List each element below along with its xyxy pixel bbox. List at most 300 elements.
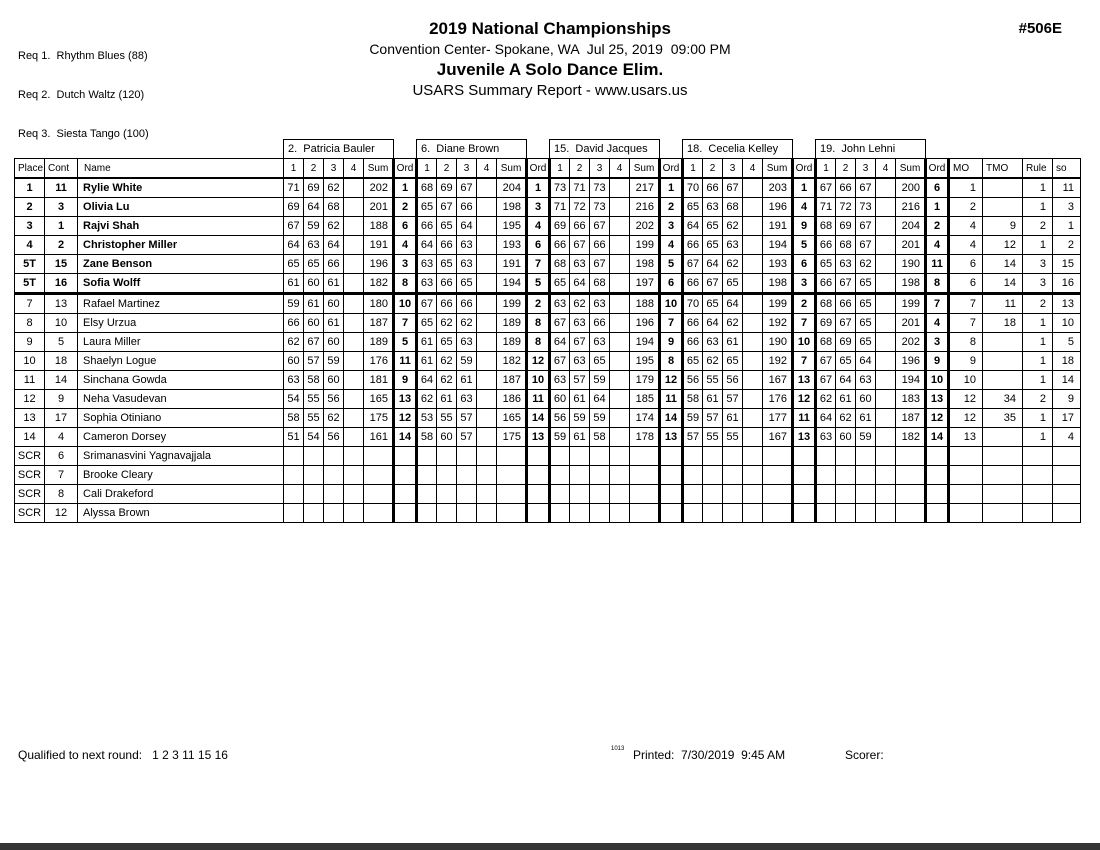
score-cell — [344, 390, 364, 409]
score-cell: 65 — [437, 255, 457, 274]
col-header-1: 1 — [683, 159, 703, 179]
score-cell — [703, 485, 723, 504]
score-cell: 71 — [816, 198, 836, 217]
score-cell — [683, 466, 703, 485]
score-cell: 62 — [570, 294, 590, 314]
ord-cell: 9 — [394, 371, 417, 390]
score-cell: 57 — [457, 409, 477, 428]
score-cell — [876, 178, 896, 198]
ord-cell: 12 — [926, 409, 949, 428]
score-cell — [590, 466, 610, 485]
col-header-1: 1 — [550, 159, 570, 179]
sum-cell: 194 — [497, 274, 527, 294]
score-cell: 65 — [856, 274, 876, 294]
score-cell — [344, 409, 364, 428]
name-cell: Srimanasvini Yagnavajjala — [78, 447, 284, 466]
ord-cell: 7 — [527, 255, 550, 274]
cont-cell: 18 — [45, 352, 78, 371]
score-cell: 67 — [284, 217, 304, 236]
place-cell: 5T — [15, 255, 45, 274]
ord-cell: 11 — [793, 409, 816, 428]
so-cell — [1053, 447, 1081, 466]
score-cell: 66 — [437, 274, 457, 294]
tmo-cell: 14 — [983, 255, 1023, 274]
ord-cell: 2 — [660, 198, 683, 217]
tmo-cell: 34 — [983, 390, 1023, 409]
score-cell: 63 — [457, 236, 477, 255]
score-cell: 60 — [437, 428, 457, 447]
col-header-1: 1 — [284, 159, 304, 179]
score-cell: 61 — [570, 428, 590, 447]
score-cell: 61 — [437, 390, 457, 409]
sum-cell: 189 — [364, 333, 394, 352]
sum-cell — [497, 447, 527, 466]
header-spacer — [15, 140, 284, 159]
score-cell: 66 — [457, 198, 477, 217]
rule-cell: 1 — [1023, 371, 1053, 390]
place-cell: 4 — [15, 236, 45, 255]
name-cell: Brooke Cleary — [78, 466, 284, 485]
sum-cell: 201 — [896, 314, 926, 333]
mo-cell: 2 — [949, 198, 983, 217]
scorer-label: Scorer: — [845, 748, 884, 762]
ord-cell: 12 — [660, 371, 683, 390]
score-cell — [610, 294, 630, 314]
score-cell: 63 — [284, 371, 304, 390]
score-cell — [344, 352, 364, 371]
ord-cell: 2 — [926, 217, 949, 236]
rule-cell: 1 — [1023, 409, 1053, 428]
cont-cell: 1 — [45, 217, 78, 236]
col-header-4: 4 — [610, 159, 630, 179]
score-cell — [836, 466, 856, 485]
ord-cell — [660, 447, 683, 466]
sum-cell: 190 — [763, 333, 793, 352]
score-cell — [344, 217, 364, 236]
score-cell — [723, 504, 743, 523]
score-cell: 66 — [590, 236, 610, 255]
ord-cell: 14 — [926, 428, 949, 447]
ord-cell: 13 — [793, 428, 816, 447]
col-header-place: Place — [15, 159, 45, 179]
name-cell: Sinchana Gowda — [78, 371, 284, 390]
col-header-4: 4 — [876, 159, 896, 179]
score-cell — [743, 217, 763, 236]
score-cell: 68 — [550, 255, 570, 274]
score-cell: 60 — [550, 390, 570, 409]
col-header-mo: MO — [949, 159, 983, 179]
score-cell — [417, 504, 437, 523]
col-header-2: 2 — [703, 159, 723, 179]
score-cell: 59 — [683, 409, 703, 428]
score-cell: 66 — [457, 294, 477, 314]
sum-cell: 165 — [364, 390, 394, 409]
place-cell: 3 — [15, 217, 45, 236]
ord-cell: 1 — [527, 178, 550, 198]
score-cell — [876, 485, 896, 504]
score-cell: 64 — [590, 390, 610, 409]
score-cell — [610, 217, 630, 236]
score-cell — [723, 466, 743, 485]
score-cell — [876, 333, 896, 352]
score-cell: 63 — [570, 314, 590, 333]
ord-cell — [660, 485, 683, 504]
score-cell — [477, 198, 497, 217]
score-cell — [856, 447, 876, 466]
score-cell: 63 — [836, 255, 856, 274]
col-header-rule: Rule — [1023, 159, 1053, 179]
score-cell: 67 — [437, 198, 457, 217]
ord-cell: 1 — [660, 178, 683, 198]
sum-cell: 196 — [896, 352, 926, 371]
tmo-cell — [983, 447, 1023, 466]
ord-cell — [394, 504, 417, 523]
score-cell — [344, 274, 364, 294]
score-cell: 56 — [324, 428, 344, 447]
score-cell: 54 — [304, 428, 324, 447]
sum-cell: 179 — [630, 371, 660, 390]
score-cell — [417, 466, 437, 485]
score-cell — [477, 274, 497, 294]
score-cell: 66 — [683, 274, 703, 294]
score-cell — [344, 255, 364, 274]
place-cell: 7 — [15, 294, 45, 314]
results-table — [14, 139, 1081, 523]
score-cell — [876, 236, 896, 255]
score-cell — [876, 274, 896, 294]
score-cell: 59 — [284, 294, 304, 314]
score-cell: 58 — [304, 371, 324, 390]
score-cell — [703, 504, 723, 523]
score-cell: 65 — [550, 274, 570, 294]
event-code: #506E — [1018, 20, 1062, 37]
so-cell: 18 — [1053, 352, 1081, 371]
score-cell — [876, 466, 896, 485]
score-cell — [610, 428, 630, 447]
score-cell — [743, 390, 763, 409]
score-cell: 66 — [683, 333, 703, 352]
place-cell: 14 — [15, 428, 45, 447]
ord-cell: 13 — [660, 428, 683, 447]
sum-cell: 193 — [763, 255, 793, 274]
place-cell: 12 — [15, 390, 45, 409]
score-cell: 55 — [304, 409, 324, 428]
tmo-cell: 35 — [983, 409, 1023, 428]
score-cell — [876, 198, 896, 217]
sum-cell: 182 — [364, 274, 394, 294]
score-cell — [610, 466, 630, 485]
sum-cell — [630, 485, 660, 504]
score-cell — [570, 466, 590, 485]
score-cell — [743, 504, 763, 523]
sum-cell: 201 — [364, 198, 394, 217]
rule-cell — [1023, 504, 1053, 523]
mo-cell — [949, 504, 983, 523]
col-header-tmo: TMO — [983, 159, 1023, 179]
ord-cell — [926, 466, 949, 485]
score-cell: 62 — [723, 314, 743, 333]
score-cell: 60 — [324, 294, 344, 314]
score-cell — [743, 466, 763, 485]
ord-cell — [926, 485, 949, 504]
sum-cell: 176 — [364, 352, 394, 371]
so-cell: 5 — [1053, 333, 1081, 352]
score-cell: 64 — [703, 314, 723, 333]
score-cell: 67 — [856, 178, 876, 198]
score-cell: 69 — [550, 217, 570, 236]
ord-cell: 4 — [926, 314, 949, 333]
score-cell — [610, 255, 630, 274]
score-cell: 63 — [457, 255, 477, 274]
score-cell — [816, 485, 836, 504]
score-cell: 59 — [304, 217, 324, 236]
judge-gap — [394, 140, 417, 159]
score-cell — [457, 466, 477, 485]
score-cell — [743, 371, 763, 390]
score-cell — [743, 409, 763, 428]
ord-cell: 5 — [527, 274, 550, 294]
ord-cell: 12 — [527, 352, 550, 371]
ord-cell: 10 — [793, 333, 816, 352]
sum-cell: 204 — [497, 178, 527, 198]
sum-cell: 199 — [763, 294, 793, 314]
score-cell: 55 — [304, 390, 324, 409]
printed-timestamp: Printed: 7/30/2019 9:45 AM — [633, 748, 786, 762]
score-cell: 65 — [683, 352, 703, 371]
name-cell: Olivia Lu — [78, 198, 284, 217]
col-header-so: so — [1053, 159, 1081, 179]
sum-cell: 198 — [763, 274, 793, 294]
ord-cell: 12 — [394, 409, 417, 428]
score-cell: 64 — [836, 371, 856, 390]
score-cell — [457, 485, 477, 504]
tmo-cell: 11 — [983, 294, 1023, 314]
sum-cell — [896, 466, 926, 485]
sum-cell: 198 — [630, 255, 660, 274]
score-cell — [344, 178, 364, 198]
score-cell: 56 — [324, 390, 344, 409]
score-cell: 63 — [590, 294, 610, 314]
cont-cell: 13 — [45, 294, 78, 314]
ord-cell — [793, 447, 816, 466]
name-cell: Cali Drakeford — [78, 485, 284, 504]
rule-cell: 1 — [1023, 428, 1053, 447]
col-header-sum: Sum — [896, 159, 926, 179]
place-cell: 11 — [15, 371, 45, 390]
ord-cell: 5 — [394, 333, 417, 352]
so-cell: 11 — [1053, 178, 1081, 198]
score-cell: 66 — [570, 217, 590, 236]
score-cell — [477, 485, 497, 504]
score-cell — [743, 236, 763, 255]
score-cell: 54 — [284, 390, 304, 409]
sum-cell: 167 — [763, 428, 793, 447]
ord-cell: 2 — [793, 294, 816, 314]
name-cell: Christopher Miller — [78, 236, 284, 255]
col-header-3: 3 — [723, 159, 743, 179]
sum-cell: 198 — [497, 198, 527, 217]
ord-cell: 7 — [793, 352, 816, 371]
so-cell: 14 — [1053, 371, 1081, 390]
ord-cell: 14 — [394, 428, 417, 447]
cont-cell: 12 — [45, 504, 78, 523]
score-cell: 65 — [856, 314, 876, 333]
score-cell — [683, 447, 703, 466]
cont-cell: 5 — [45, 333, 78, 352]
score-cell: 62 — [324, 409, 344, 428]
sum-cell: 203 — [763, 178, 793, 198]
score-cell: 60 — [856, 390, 876, 409]
score-cell: 67 — [836, 274, 856, 294]
score-cell: 63 — [703, 198, 723, 217]
score-cell — [437, 466, 457, 485]
score-cell: 66 — [324, 255, 344, 274]
mo-cell — [949, 485, 983, 504]
sum-cell — [763, 504, 793, 523]
score-cell: 57 — [457, 428, 477, 447]
sum-cell — [896, 447, 926, 466]
rule-cell: 1 — [1023, 236, 1053, 255]
score-cell: 66 — [284, 314, 304, 333]
sum-cell: 161 — [364, 428, 394, 447]
col-header-4: 4 — [477, 159, 497, 179]
score-cell — [284, 485, 304, 504]
sum-cell: 177 — [763, 409, 793, 428]
score-cell: 61 — [723, 333, 743, 352]
score-cell — [324, 504, 344, 523]
score-cell: 70 — [683, 294, 703, 314]
ord-cell: 4 — [527, 217, 550, 236]
judge-name-header: 19. John Lehni — [816, 140, 926, 159]
ord-cell: 11 — [660, 390, 683, 409]
score-cell: 65 — [723, 274, 743, 294]
score-cell: 63 — [723, 236, 743, 255]
col-header-sum: Sum — [364, 159, 394, 179]
rule-cell — [1023, 447, 1053, 466]
col-header-2: 2 — [570, 159, 590, 179]
score-cell: 61 — [417, 352, 437, 371]
score-cell: 66 — [836, 294, 856, 314]
score-cell: 62 — [437, 314, 457, 333]
ord-cell: 6 — [793, 255, 816, 274]
cont-cell: 6 — [45, 447, 78, 466]
score-cell: 56 — [723, 371, 743, 390]
score-cell: 67 — [816, 178, 836, 198]
place-cell: SCR — [15, 466, 45, 485]
score-cell: 67 — [816, 371, 836, 390]
sum-cell: 195 — [497, 217, 527, 236]
score-cell: 64 — [304, 198, 324, 217]
score-cell: 64 — [284, 236, 304, 255]
score-cell — [477, 447, 497, 466]
report-type-line: USARS Summary Report - www.usars.us — [412, 82, 688, 99]
sum-cell: 175 — [364, 409, 394, 428]
score-cell: 60 — [324, 333, 344, 352]
score-cell: 63 — [570, 255, 590, 274]
score-cell — [477, 217, 497, 236]
score-cell: 67 — [836, 314, 856, 333]
score-cell — [610, 178, 630, 198]
ord-cell: 1 — [793, 178, 816, 198]
score-cell: 60 — [284, 352, 304, 371]
score-cell — [344, 447, 364, 466]
ord-cell — [527, 485, 550, 504]
score-cell — [344, 294, 364, 314]
sum-cell: 180 — [364, 294, 394, 314]
score-cell — [856, 466, 876, 485]
score-cell: 67 — [683, 255, 703, 274]
score-cell — [477, 409, 497, 428]
score-cell — [477, 294, 497, 314]
judge-name-header: 18. Cecelia Kelley — [683, 140, 793, 159]
col-header-cont: Cont — [45, 159, 78, 179]
score-cell — [703, 466, 723, 485]
sum-cell: 194 — [763, 236, 793, 255]
sum-cell: 202 — [630, 217, 660, 236]
sum-cell: 196 — [364, 255, 394, 274]
score-cell: 73 — [590, 198, 610, 217]
judge-name-header: 2. Patricia Bauler — [284, 140, 394, 159]
sum-cell: 186 — [497, 390, 527, 409]
sum-cell: 189 — [497, 333, 527, 352]
ord-cell: 7 — [926, 294, 949, 314]
score-cell — [344, 371, 364, 390]
score-cell: 73 — [590, 178, 610, 198]
score-cell: 66 — [590, 314, 610, 333]
sum-cell — [896, 504, 926, 523]
cont-cell: 11 — [45, 178, 78, 198]
score-cell: 59 — [324, 352, 344, 371]
score-cell: 64 — [550, 333, 570, 352]
sum-cell: 178 — [630, 428, 660, 447]
score-cell: 56 — [683, 371, 703, 390]
sum-cell — [630, 447, 660, 466]
score-cell — [876, 294, 896, 314]
score-cell: 55 — [723, 428, 743, 447]
sum-cell: 197 — [630, 274, 660, 294]
score-cell — [610, 314, 630, 333]
mo-cell: 9 — [949, 352, 983, 371]
sum-cell: 167 — [763, 371, 793, 390]
sum-cell — [364, 447, 394, 466]
score-cell: 61 — [723, 409, 743, 428]
score-cell: 62 — [723, 217, 743, 236]
score-cell — [876, 504, 896, 523]
ord-cell: 4 — [394, 236, 417, 255]
tmo-cell: 18 — [983, 314, 1023, 333]
col-header-ord: Ord — [926, 159, 949, 179]
score-cell: 64 — [856, 352, 876, 371]
so-cell — [1053, 466, 1081, 485]
place-cell: 5T — [15, 274, 45, 294]
col-header-2: 2 — [836, 159, 856, 179]
ord-cell: 11 — [394, 352, 417, 371]
name-cell: Rylie White — [78, 178, 284, 198]
ord-cell — [793, 504, 816, 523]
score-cell: 53 — [417, 409, 437, 428]
score-cell: 70 — [683, 178, 703, 198]
ord-cell — [527, 466, 550, 485]
cont-cell: 9 — [45, 390, 78, 409]
score-cell — [876, 314, 896, 333]
tmo-cell — [983, 428, 1023, 447]
score-cell — [743, 314, 763, 333]
score-cell: 69 — [836, 333, 856, 352]
score-cell — [284, 504, 304, 523]
so-cell: 16 — [1053, 274, 1081, 294]
sum-cell: 183 — [896, 390, 926, 409]
score-cell — [876, 390, 896, 409]
